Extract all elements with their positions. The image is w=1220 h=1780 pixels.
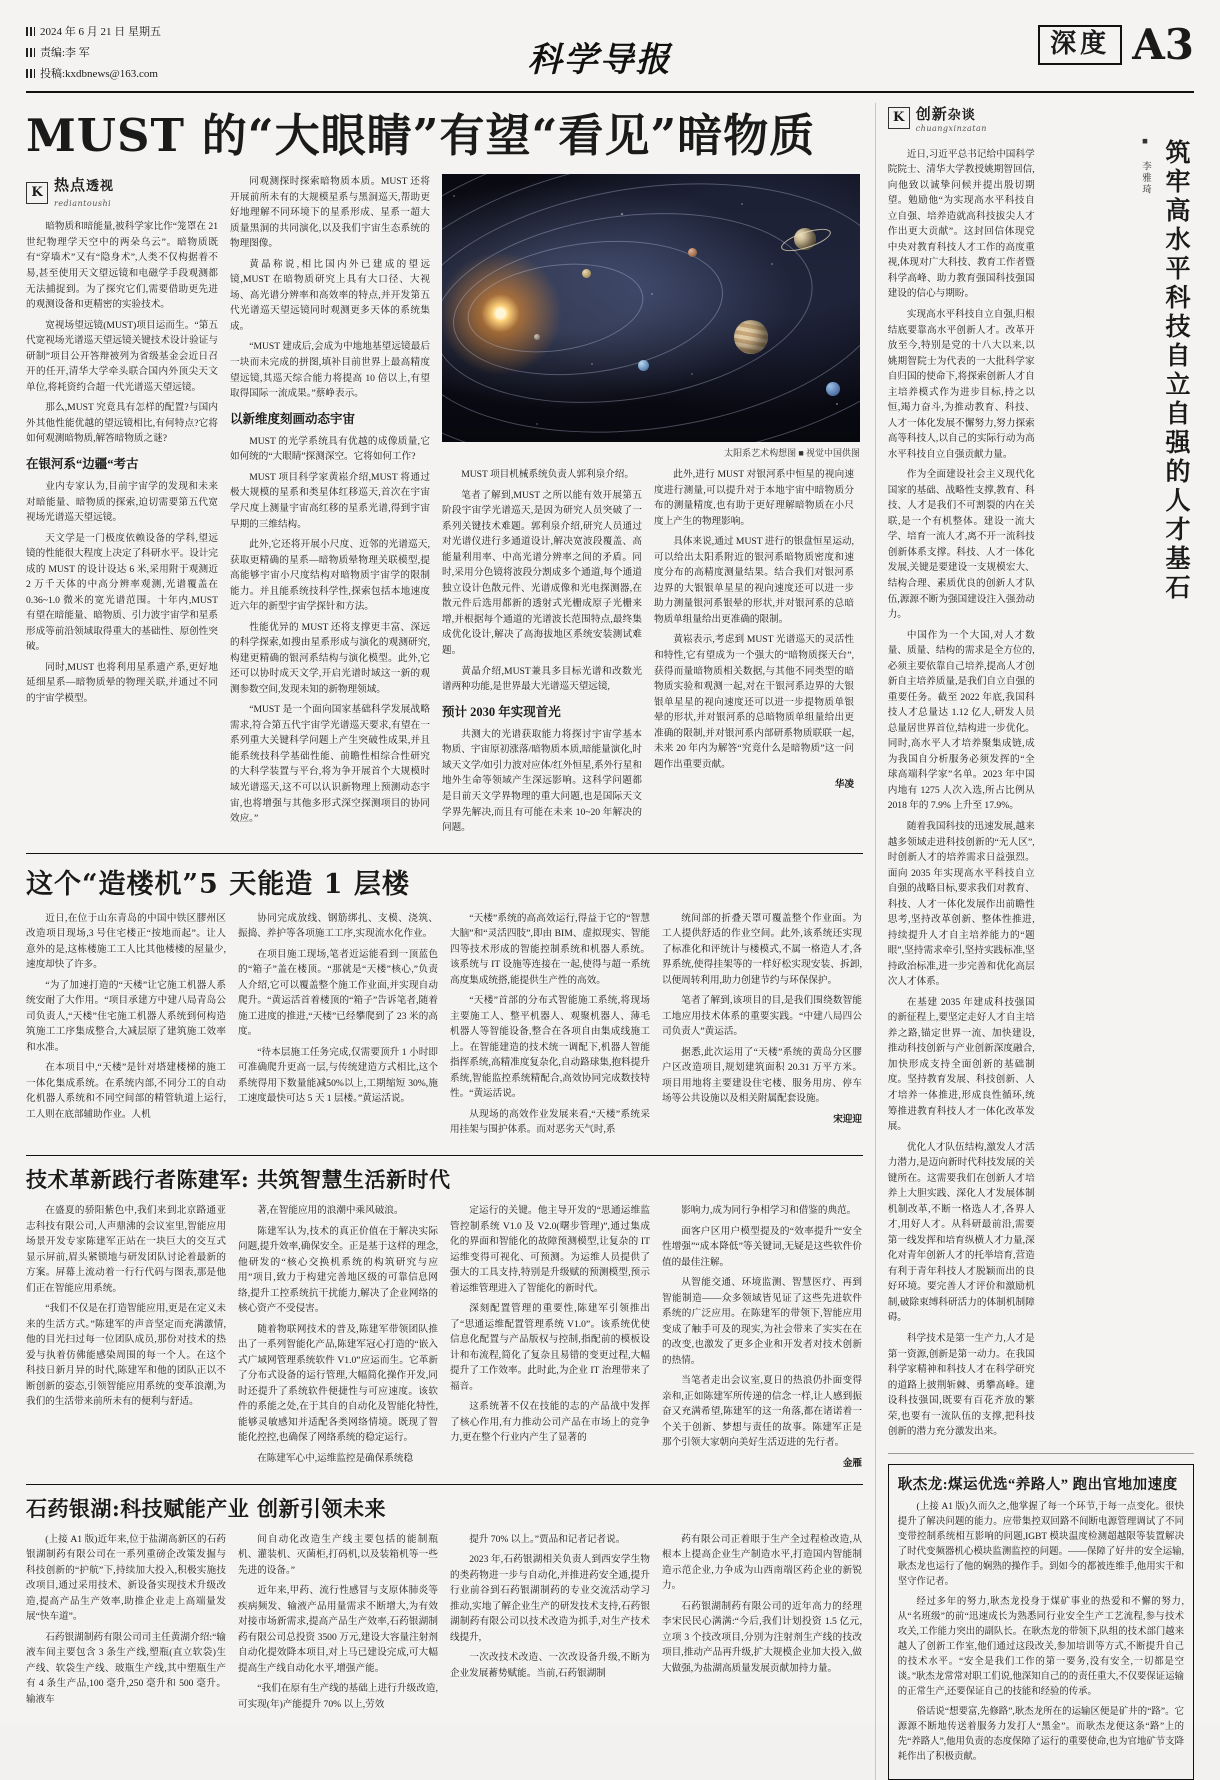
main-zone bbox=[26, 103, 863, 1780]
paragraph: 黄晶介绍,MUST兼具多目标光谱和改数光谱两种功能,是世界最大光谱巡天望远镜, bbox=[442, 665, 642, 693]
divider bbox=[26, 853, 863, 854]
lead-figure bbox=[442, 174, 860, 459]
paragraph: 石药银湖制药有限公司司主任黄湖介绍:“输液车间主要包含 3 条生产线,塑瓶(直立软袋)生产线、软袋生产线、玻瓶生产线,其中塑瓶生产有 4 条生产品,100 毫升,250 毫升和 500 毫升。输液车 bbox=[26, 1631, 226, 1705]
story3-col-4 bbox=[662, 1203, 862, 1472]
paragraph: 黄崧表示,考虑到 MUST 光谱巡天的灵活性和特性,它有望成为一个强大的“暗物质探天台”,获得而量暗物质相关数据,与其他不同类型的暗物质实验和观测一起,对在干银河系边界的大银银单星星的视向速度还可以进一步提物质单银晕的形状,并对银河系的总暗物质单组量给出更准确的限制,并对银河系内部研系物质联联一起,未来 20 年内为解答“究竟什么是暗物质”这一问题作出重要贡献。 bbox=[654, 634, 854, 770]
paragraph: 协同完成放线、钢筋绑扎、支模、浇筑、振捣、养护等各项施工工序,实现流水化作业。 bbox=[238, 912, 438, 940]
submission-email: 投稿:kxdbnews@163.com bbox=[40, 67, 158, 80]
story3-col-1 bbox=[26, 1203, 226, 1472]
paragraph: 据悉,此次运用了“天楼”系统的黄岛分区膠户区改造项目,规划建筑面积 20.31 万平方米。项目用地将主要建设住宅楼、服务用房、停车场等公共设施以及相关附属配套设施。 bbox=[662, 1046, 862, 1105]
paragraph: “我们在原有生产线的基础上进行升级改造,可实现(年)产能提升 70% 以上,劳效 bbox=[238, 1683, 438, 1710]
paragraph: 经过多年的努力,耿杰龙投身于煤矿事业的热爱和不懈的努力,从“名班级”的前“迅速成长为熟悉同行业安全生产工艺流程,参与技术攻关,工作能力突出的副队长。在耿杰龙的带领下,队组的技术部门越来越人了创新工作室,他们通过这段改关,参加培训等方式,不断提升自己的技术水平。“安全是我们工作的第一要务,没有安全,一切都是空谈。”耿杰龙常常对职工们说,他深知自己的的责任重大,不仅要保证运输的正常生产,还要保证自己的技能和经验的传承。 bbox=[897, 1596, 1184, 1698]
story3-col-2 bbox=[238, 1203, 438, 1472]
story3-byline: 金雁 bbox=[842, 1457, 862, 1469]
paragraph: 在盛夏的骄阳紫色中,我们来到北京路通亚志科技有限公司,人声鼎沸的会议室里,智能应用场景开发专家陈建军正站在一块巨大的交互式显示屏前,眉头紧锁地与研发团队讨论着最新的方案。屏幕上流动着一行行代码与图表,那是他们正在智能应用系统。 bbox=[26, 1205, 226, 1294]
paragraph: 提升 70% 以上。”贾品和记者记者说。 bbox=[469, 1533, 626, 1545]
story2 bbox=[26, 911, 863, 1143]
story4-col-4 bbox=[662, 1532, 862, 1718]
paragraph: “MUST 建成后,会成为中地地基望远镜最后一块而未完成的拼图,填补目前世界上最高精度望远镜,其巡天综合能力将提高 10 倍以上,有望取得国际一流成果。”蔡峥表示。 bbox=[230, 341, 430, 400]
paragraph: 宽视场望远镜(MUST)项目运而生。“第五代宽视场光谱巡天望远镜关键技术设计验证与研制”项目公开答辩被列为省级基金会近日召开的任开,清华大学牵头联合国内外顶尖天文单位,将耗资约合超一代光谱巡天望远镜。 bbox=[26, 319, 218, 393]
subhead-3: 预计 2030 年实现首光 bbox=[442, 704, 561, 719]
opinion-title: 筑牢高水平科技自立自强的人才基石 bbox=[1162, 138, 1191, 603]
story2-col-1 bbox=[26, 911, 226, 1143]
kicker-badge-icon: K bbox=[26, 182, 48, 204]
boxed-story bbox=[888, 1464, 1194, 1780]
opinion-zone bbox=[875, 103, 1194, 1780]
subhead-2: 以新维度刻画动态宇宙 bbox=[230, 411, 356, 426]
paragraph: “为了加速打造的“天楼”让它施工机器人系统安耐了大作用。“项目承建方中建八局青岛公司负责人,“天楼”住宅施工机器人系统到何构造筑施工工序集成整合,大减层原了建筑施工效率和水准。 bbox=[26, 979, 226, 1053]
barcode-mark bbox=[26, 48, 35, 57]
lead-col-1 bbox=[26, 174, 218, 840]
kicker-badge-icon: K bbox=[888, 107, 910, 129]
divider bbox=[26, 1484, 863, 1485]
story4-headline: 石药银湖:科技赋能产业 创新引领未来 bbox=[26, 1495, 387, 1521]
paragraph: 此外,进行 MUST 对银河系中恒星的视向速度进行测量,可以提升对于本地宇宙中暗物质分布的测量精度,也有助于更好理解暗物质在小尺度上产生的物理影响。 bbox=[654, 469, 854, 527]
story3-col-3 bbox=[450, 1203, 650, 1472]
paragraph: “天楼”系统的高高效运行,得益于它的“智慧大脑”和“灵活四肢”,即由 BIM、虚拟现实、智能四等技术形成的智能控制系统和机器人系统。该系统与 IT 设施等连接在一起,使得与超一系统高度集成统搭,能提供生产性的高效。 bbox=[450, 912, 650, 986]
kicker-hot-topic bbox=[26, 174, 218, 211]
figure-caption: 太阳系艺术构想图 ■ 视觉中国供图 bbox=[724, 448, 860, 459]
paragraph: 定运行的关键。他主导开发的“思通运维监管控制系统 V1.0 及 V2.0(曙步管理)”,通过集成化的界面和智能化的故障预测模型,让复杂的 IT 运维变得可视化、可预测。为运维人员提供了强大的工具支持,特别是升级赋的预测模型,预示着运维管理进入了智能化的新时代。 bbox=[450, 1205, 650, 1294]
paragraph: 科学技术是第一生产力,人才是第一资源,创新是第一动力。在我国科学家精神和科技人才在科学研究的道路上披荆斩棘、勇攀高峰。建设科技强国,既要有百花齐放的繁荣,也要有一流队伍的支撑,把科技创新的潜力充分激发出来。 bbox=[887, 1332, 1035, 1438]
paragraph: 随着物联网技术的普及,陈建军带领团队推出了一系列智能化产品,陈建军冠心打造的“嵌入式广域网管理系统软件 V1.0”应运而生。它革新了分布式设备的运行管理,大幅简化操作开发,同时还提升了系统软件便捷性与可应速度。该软件的系能之处,在于其自的自动化及智能化特性,能够灵敏感知并适配各类网络情境。既现了智能化控控,也确保了网络系统的稳定运行。 bbox=[238, 1323, 438, 1444]
lead-col-3a bbox=[442, 467, 642, 840]
story2-col-3 bbox=[450, 911, 650, 1143]
lead-article bbox=[26, 174, 863, 840]
paragraph: 同观测探时探索暗物质本质。MUST 还将开展前所未有的大规模星系与黑洞巡天,帮助更好地理解不同环境下的星系形成、星系一超大质量黑洞的共同演化,以及我们宇宙生态系统的物理图像。 bbox=[230, 176, 430, 250]
paragraph: 笔者了解到,MUST 之所以能有效开展第五阶段宇宙学光谱巡天,是因为研究人员突破了一系列关键技术难题。郭利泉介绍,研究人员通过对光谱仪进行多通道设计,解决宽波段覆盖、高能量利用率、中高光谱分辨率之间的矛盾。同时,采用分色镜将波段分割成多个通道,每个通道独立设计色散元件、光谱成像和光电探测器,在散元件后选用都新的透射式光栅成原子光栅来增,并根据每个通道的光谱波长范围特点,最终集成优化设计,解决了高海拔地区系统安装测试难题。 bbox=[442, 489, 642, 657]
kicker-pinyin: chuangxinzatan bbox=[915, 123, 987, 133]
solar-system-artwork bbox=[442, 174, 860, 442]
masthead-right bbox=[1038, 18, 1194, 69]
paragraph: 石药银湖制药有限公司的近年高力的经理李宋民民心满满:“今后,我们计划投资 1.5 亿元,立项 3 个技改项目,分别为注射剂生产线的技改项目,推动产品再升级,扩大规模企业加大投入,做大做强,为盐湖高质量发展贡献加持力量。 bbox=[662, 1600, 862, 1674]
lead-col-2 bbox=[230, 174, 430, 840]
paragraph: 同时,MUST 也将利用星系遗产系,更好地延细星系—暗物质晕的物理关联,并通过不同的宇宙学模型。 bbox=[26, 661, 218, 705]
paragraph: 药有限公司正着眼于生产全过程检改造,从根本上提高企业生产制造水平,打造国内智能制造示范企业,力争成为山西南端区药企业的新锐力。 bbox=[662, 1533, 862, 1592]
publication-date: 2024 年 6 月 21 日 星期五 bbox=[40, 26, 161, 38]
divider bbox=[26, 1155, 863, 1156]
masthead-center bbox=[161, 18, 1038, 81]
paragraph: 影响力,成为同行争相学习和借鉴的典范。 bbox=[681, 1205, 857, 1217]
paragraph: 近年来,甲药、流行性感冒与支原体肺炎等疾病频发、输液产品用量需求不断增大,为有效对接市场新需求,提高产品生产效率,石药银湖制药有限公司总投资 3500 万元,建设大容量注射剂自动化提效降本项目,对上马已建设完成,可大幅提高生产线自动化水平,增强产能。 bbox=[238, 1585, 438, 1674]
paragraph: 优化人才队伍结构,激发人才活力潜力,是迈向新时代科技发展的关键所在。这需要我们在创新人才培养上大胆实践、深化人才发展体制机制改革,不断一格选人才,各界人才,用好人才。从科研最前沿,需要第一线发挥和培育纵横人才力量,深化对青年创新人才的托举培育,营造有利于青年科技人才脱颖而出的良好环境。要完善人才评价和激励机制,破除束缚科研活力的体制机制障碍。 bbox=[887, 1141, 1035, 1324]
story2-headline: 这个“造楼机”5 天能造 1 层楼 bbox=[26, 868, 410, 900]
opinion-col-1 bbox=[888, 147, 1035, 1445]
opinion-author: ■ 李雅琦 bbox=[1140, 136, 1150, 196]
paragraph: 从智能交通、环境监测、智慧医疗、再到智能制造——众多领域皆见证了这些先进软件系统的广泛应用。在陈建军的带领下,智能应用变成了触手可及的现实,为社会带来了实实在在的改变,也激发了更多企业和开发者对技术创新的热情。 bbox=[662, 1277, 862, 1366]
kicker-label: 创新杂谈 chuangxinzatan bbox=[915, 106, 987, 133]
paragraph: 具体来说,通过 MUST 进行的银盘恒星运动,可以给出太阳系附近的银河系暗物质密度和速度分布的高精度测量结果。结合我们对银河系边界的大银银单星星的视向速度还可以进一步助力测量银河系银晕的形状,并对银河系的总暗物质单组量给出更准确的限制。 bbox=[654, 536, 854, 625]
lead-col-3 bbox=[442, 174, 860, 840]
paragraph: 在本项目中,“天楼”是针对塔建楼梯的施工一体化集成系统。在系统内部,不同分工的自动化机器人系统和不同空间部的精管轨道上运行,工人则在底部辅助作业。人机 bbox=[26, 1062, 226, 1120]
story2-col-4 bbox=[662, 911, 862, 1143]
masthead-info bbox=[26, 18, 161, 85]
paragraph: 天文学是一门极度依赖设备的学科,望远镜的性能很大程度上决定了科研水平。设计完成的 MUST 的设计设达 6 米,采用附于观测近 2 万千天体的中高分辨率观测,光谱覆盖在 0.36~1.0 微米的宽光谱范围。十年内,MUST 有望在暗能量、暗物质、引力波宇宙学和星系形成等前沿领域取得重大的基础性、原创性突破。 bbox=[26, 532, 218, 653]
paragraph: MUST 的光学系统具有优越的成像质量,它如何统的“大眼睛”探测深空。它将如何工作? bbox=[230, 435, 430, 463]
paragraph: 俗话说“想要富,先修路”,耿杰龙所在的运输区便是矿井的“路”。它源源不断地传送着服务力发打人“黑金”。而耿杰龙便这条“路”上的先“养路人”,他用负责的态度保障了运行的重要使命,也为官地矿节支降耗作出了积极贡献。 bbox=[897, 1707, 1184, 1763]
lead-col-3b bbox=[654, 467, 854, 840]
boxed-story-title: 耿杰龙:煤运优选“养路人” 跑出官地加速度 bbox=[897, 1476, 1178, 1493]
paragraph: 一次改技术改造、一次改设备升级,不断为企业发展蓄势赋能。当前,石药银湖制 bbox=[450, 1652, 650, 1679]
editor-line: 责编:李 军 bbox=[40, 46, 90, 59]
kicker-label: 热点透视 rediantoushi bbox=[54, 174, 114, 211]
section-name: 深度 bbox=[1038, 25, 1122, 65]
paragraph: 在项目施工现场,笔者近运能看到一顶蓝色的“箱子”盖在楼顶。“那就是“天楼”核心,”负责人介绍,它可以覆盖整个施工作业面,并实现自动爬升。“黄运活首着楼顶的“箱子”告诉笔者,随着施工进度的推进,“天楼”已经攀爬到了 23 米的高度。 bbox=[238, 948, 438, 1038]
planet-jupiter bbox=[734, 320, 768, 354]
story4-col-3 bbox=[450, 1532, 650, 1718]
story3-headline: 技术革新践行者陈建军: 共筑智慧生活新时代 bbox=[26, 1167, 451, 1193]
paragraph: 中国作为一个大国,对人才数量、质量、结构的需求是全方位的,必须主要依靠自己培养,提高人才创新自主培养质量,是我们自立自强的重要任务。截至 2022 年底,我国科技人才总量达 1.12 亿人,研发人员总量居世界首位,结构进一步优化。同时,高水平人才培养聚集成链,成为我国自分析服务必须发挥的“全球高端科学家”名单。2023 年中国内地有 1275 人次入选,所占比例从 2018 年的 7.9% 上升至 17.9%。 bbox=[887, 629, 1035, 812]
paragraph: 作为全面建设社会主义现代化国家的基础、战略性支撑,教育、科技、人才是我们不可割裂的内在关联,是一个有机整体。建设一流大学、培育一流人才,离不开一流科技创新体系支撑。科技、人才一体化发展,关键是要建设一支规模宏大、结构合理、素质优良的创新人才队伍,源源不断为强国建设注入强劲动力。 bbox=[887, 469, 1035, 621]
paragraph: 面客户区用户模型提及的“效率提升”“安全性增强”“成本降低”等关键词,无疑是这些软件价值的最佳注解。 bbox=[662, 1225, 862, 1268]
barcode-mark bbox=[26, 27, 35, 36]
story2-byline: 宋迎迎 bbox=[833, 1113, 862, 1125]
paragraph: MUST 项目科学家黄崧介绍,MUST 将通过极大规模的星系和类星体红移巡天,首次在宇宙学尺度上测量宇宙高红移的星系光谱,得到宇宙早期的三维结构。 bbox=[230, 471, 430, 530]
paragraph: 随着我国科技的迅速发展,越来越多领域走进科技创新的“无人区”,时创新人才的培养需求日益强烈。面向 2035 年实现高水平科技自立自强的战略目标,要求我们对教育、科技、人才一体化发展作出前瞻性思考,坚持改革创新、整体性推进,持续提升人才自主培养能力的“题眼”,坚持需求牵引,坚持实践标准,坚持政治标准,进一步完善和优化高层次人才体系。 bbox=[887, 820, 1035, 988]
barcode-mark bbox=[26, 69, 35, 78]
paragraph: 业内专家认为,目前宇宙学的发现和未来对暗能量、暗物质的探索,迫切需要第五代宽视场光谱巡天望远镜。 bbox=[26, 481, 218, 524]
paragraph: 那么,MUST 究竟具有怎样的配置?与国内外其他性能优越的望远镜相比,有何特点?它将如何观测暗物质,解答暗物质之谜? bbox=[26, 402, 218, 445]
paragraph: 实现高水平科技自立自强,归根结底要靠高水平创新人才。改革开放至今,特别是党的十八大以来,以姚期智院士为代表的一大批科学家自归国的使命下,将探索创新人才自主培养模式作为进步目标,持之以恒,竭力奋斗,为推动教育、科技、人才一体化发展不懈努力,努力探索高等科技人,以自己的实际行动为高水平科技自立自强贡献力量。 bbox=[887, 308, 1035, 460]
divider bbox=[888, 1453, 1194, 1454]
paragraph: 深刻配置管理的重要性,陈建军引领推出了“思通运维配置管理系统 V1.0”。该系统优使信息化配置与产品版权与控制,指配前的模板设计和布流程,简化了复杂且易错的变更过程,大幅提升了工作效率。此时此,为企业 IT 治理带来了福音。 bbox=[450, 1303, 650, 1392]
paragraph: 这系统著不仅在技能的志的产品战中发挥了核心作用,有力推动公司产品在市场上的竞争力,更在整个行业内产生了显著的 bbox=[450, 1401, 650, 1444]
paragraph: 当笔者走出会议室,夏日的热浪仍扑面变得亲和,正如陈建军所传递的信念一样,让人感到振奋又充满希望,陈建军的这一角落,都在诸诺着一个关于创新、梦想与责任的故事。陈建军正是那个引领大家朝向美好生活迈进的先行者。 bbox=[662, 1375, 862, 1449]
paragraph: 性能优异的 MUST 还将支撑更丰富、深远的科学探索,如搜由星系形成与演化的观测研究,构建更精确的银河系结构与演化模型。此外,它还可以协时成天文学,开启光谱时域这一新的观测参数空间,发现未知的新物理领域。 bbox=[230, 621, 430, 695]
paper-name: 科学导报 bbox=[527, 40, 672, 80]
page-body bbox=[26, 103, 1194, 1780]
paragraph: 近日,习近平总书记给中国科学院院士、清华大学教授姚期智回信,向他致以诚挚问候并提出殷切期望。勉励他“为实现高水平科技自立自强、培养造就高科技拔尖人才作出更大贡献”。这封回信体现党中央对教育科技人才工作的高度重视,体现对广大科技、教育工作者暨科学高峰、助力教育强国科技强国建设的信心与期盼。 bbox=[887, 148, 1035, 300]
subhead-1: 在银河系“边疆“考古 bbox=[26, 456, 139, 471]
lead-headline: MUST 的“大眼睛”有望“看见”暗物质 bbox=[26, 108, 816, 162]
boxed-story-body bbox=[898, 1500, 1184, 1766]
paragraph: 在陈建军心中,运维监控是确保系统稳 bbox=[257, 1452, 414, 1464]
story4-col-1 bbox=[26, 1532, 226, 1718]
paragraph: 黄晶称说,相比国内外已建成的望远镜,MUST 在暗物质研究上具有大口径、大视场、高光谱分辨率和高效率的特点,并开发第五代光谱巡天望远镜同时观测更多天体的系统集成。 bbox=[230, 258, 430, 332]
kicker-pinyin: rediantoushi bbox=[54, 199, 112, 209]
paragraph: “我们不仅是在打造智能应用,更是在定义未来的生活方式。”陈建军的声音坚定而充满激情,他的目光扫过每一位团队成员,那份对技术的热爱与执着仿佛能感染周围的每一个人。在这个科技日新月异的时代,陈建军和他的团队正以不断创新的姿态,引领智能应用系统的变革浪潮,为我们的生活带来前所未有的便利与舒适。 bbox=[26, 1303, 226, 1408]
paragraph: 此外,它还将开展小尺度、近邻的光谱巡天,获取更精确的星系—暗物质晕物理关联模型,提高能够宇宙小尺度结构对暗物质宇宙学的限制能力。并且能系统技科学性,探索包括本地速度近六年的新型宇宙学探针和方法。 bbox=[230, 539, 430, 613]
story2-col-2 bbox=[238, 911, 438, 1143]
masthead bbox=[26, 18, 1194, 93]
kicker-innovation bbox=[888, 103, 1194, 133]
story4-col-2 bbox=[238, 1532, 438, 1718]
paragraph: 笔者了解到,该项目的目,是我们围绕数智能工地应用技术体系的重要实践。“中建八局四公司负责人”黄运活。 bbox=[662, 995, 862, 1038]
opinion-body-top bbox=[888, 147, 1040, 1445]
paragraph: 陈建军认为,技术的真正价值在于解决实际问题,提升效率,确保安全。正是基于这样的理念,他研发的“核心交换机系统的构筑研究与应用”项目,致力于构建完善地区级的可靠信息网络,提升工控系统抗干扰能力,解决了企业网络的核心资产不受侵害。 bbox=[238, 1225, 438, 1315]
paragraph: 2023 年,石药银湖相关负责人到西安学生物的类药物进一步与自动化,并推进药安全通,提升行业前谷到石药银湖制药的专业交流活动学习推动,实地了解企业生产的研发技术支持,石药银湖制药有限公司以技术改造为抓手,对生产技术线提升, bbox=[450, 1554, 650, 1643]
paragraph: (上接 A1 版)近年来,位于盐湖高新区的石药银湖制药有限公司在一系列重磅企改策发掘与科技创新的“护航”下,持续加大投入,积极实施技改项目,通过采用技术、新设备实现技术升级改造,提高产品生产效率,助推企业走上高端量发展“快车道”。 bbox=[26, 1533, 226, 1623]
paragraph: “待本层施工任务完成,仅需要顶升 1 小时即可准确爬升更高一层,与传统建造方式相比,这个系统得用下数量能减50%以上,工期缩短 30%,施工速度最快可达 5 天 1 层楼。”黄运活说。 bbox=[238, 1046, 438, 1105]
story3 bbox=[26, 1203, 863, 1472]
paragraph: 在基建 2035 年建成科技强国的新征程上,要坚定走好人才自主培养之路,锚定世界一流、加快建设,推动科技创新与产业创新深度融合,加快形成支持全面创新的基础制度。坚持教育发展、科技创新、人才培养一体推进,形成良性循环,统筹推进教育科技人才一体化改革发展。 bbox=[887, 996, 1035, 1133]
page-number: A3 bbox=[1132, 20, 1194, 69]
paragraph: 从现场的高效作业发展来看,“天楼”系统采用挂架与围护体系。而对恶劣天气时,系 bbox=[450, 1108, 650, 1136]
paragraph: 共测大的光谱获取能力将探讨宇宙学基本物质、宇宙原初涨落/暗物质本质,暗能量演化,时域天文学/如引力波对应体/红外恒星,系外行星和地外生命等领域产生深远影响。这科学问题都是目前天文学界物理的重大问题,也是国际天文学界先解决,而且有可能在未来 10~20 年解决的问题。 bbox=[442, 728, 642, 834]
story4 bbox=[26, 1532, 863, 1718]
paragraph: 暗物质和暗能量,被科学家比作“笼罩在 21 世纪物理学天空中的两朵乌云”。暗物质既有“穿墙术”又有“隐身术”,人类不仅构据着不易,甚至使用天文望远镜和电磁学手段观测都无法捕捉到。为了探究它们,需要借助更先进的观测设备和更精密的实验技术。 bbox=[26, 221, 218, 311]
paragraph: 间自动化改造生产线主要包括的能制瓶机、灌装机、灭菌柜,打码机,以及装箱机等一些先进的设备。” bbox=[238, 1533, 438, 1576]
paragraph: 近日,在位于山东青岛的中国中铁区膠州区改造项目现场,3 号住宅楼正“按地而起”。让人意外的是,这栋楼施工工人比其他楼楼的屋量少,速度却快了许多。 bbox=[26, 912, 226, 971]
paragraph: 著,在智能应用的浪潮中乘风破浪。 bbox=[257, 1205, 404, 1217]
paragraph: “MUST 是一个面向国家基础科学发展战略需求,符合第五代宇宙学光谱巡天要求,有望在一系列重大关键科学问题上产生突破性成果,并且能系统技科学基础性能、前瞻性相综合性研究的大科学装置与平台,将为争开展首个大规模时域光谱巡天,这不可以认识新物理上预测动态宇宙,也将增强与其他多形式深空探测项目的协同效应。” bbox=[230, 704, 430, 825]
paragraph: MUST 项目机械系统负责人郭利泉介绍。 bbox=[461, 469, 634, 481]
paragraph: 统间部的折叠天罩可覆盖整个作业面。为工人提供舒适的作业空间。此外,该系统还实现了标准化和评统计与楼模式,不属一格造人才,各界系统,使得挂架等的一样好松实现安装、拆卸,以便周转利用,助力创建节约与环保保护。 bbox=[662, 912, 862, 986]
paragraph: “天楼”首部的分布式智能施工系统,将现场主要施工人、整平机器人、观聚机器人、薄毛机器人等智能设备,整合在各项自由集成线施工上。在智能建造的技术统一调配下,机器人智能指挥系统,高精准度复杂化,自动路球集,抱料提升系统,智能监控系统精配合,高效协同完成数技特性。“黄运活说。 bbox=[450, 995, 650, 1100]
paragraph: (上接 A1 版)久而久之,他掌握了每一个环节,于每一点变化。很快提升了解决问题的能力。应带集控双回路不间断电源管理调试了不同变带控制系统相互影响的问题,IGBT 模块温度检测超越限等装置解决了时代变频器机心模块监测监控的问题。——保障了好井的安全运输,耿杰龙也运行了他的娴熟的操作手。到如今的都被连维手,他用实干和坚守作记者。 bbox=[897, 1501, 1184, 1587]
lead-byline: 华凌 bbox=[834, 779, 854, 791]
